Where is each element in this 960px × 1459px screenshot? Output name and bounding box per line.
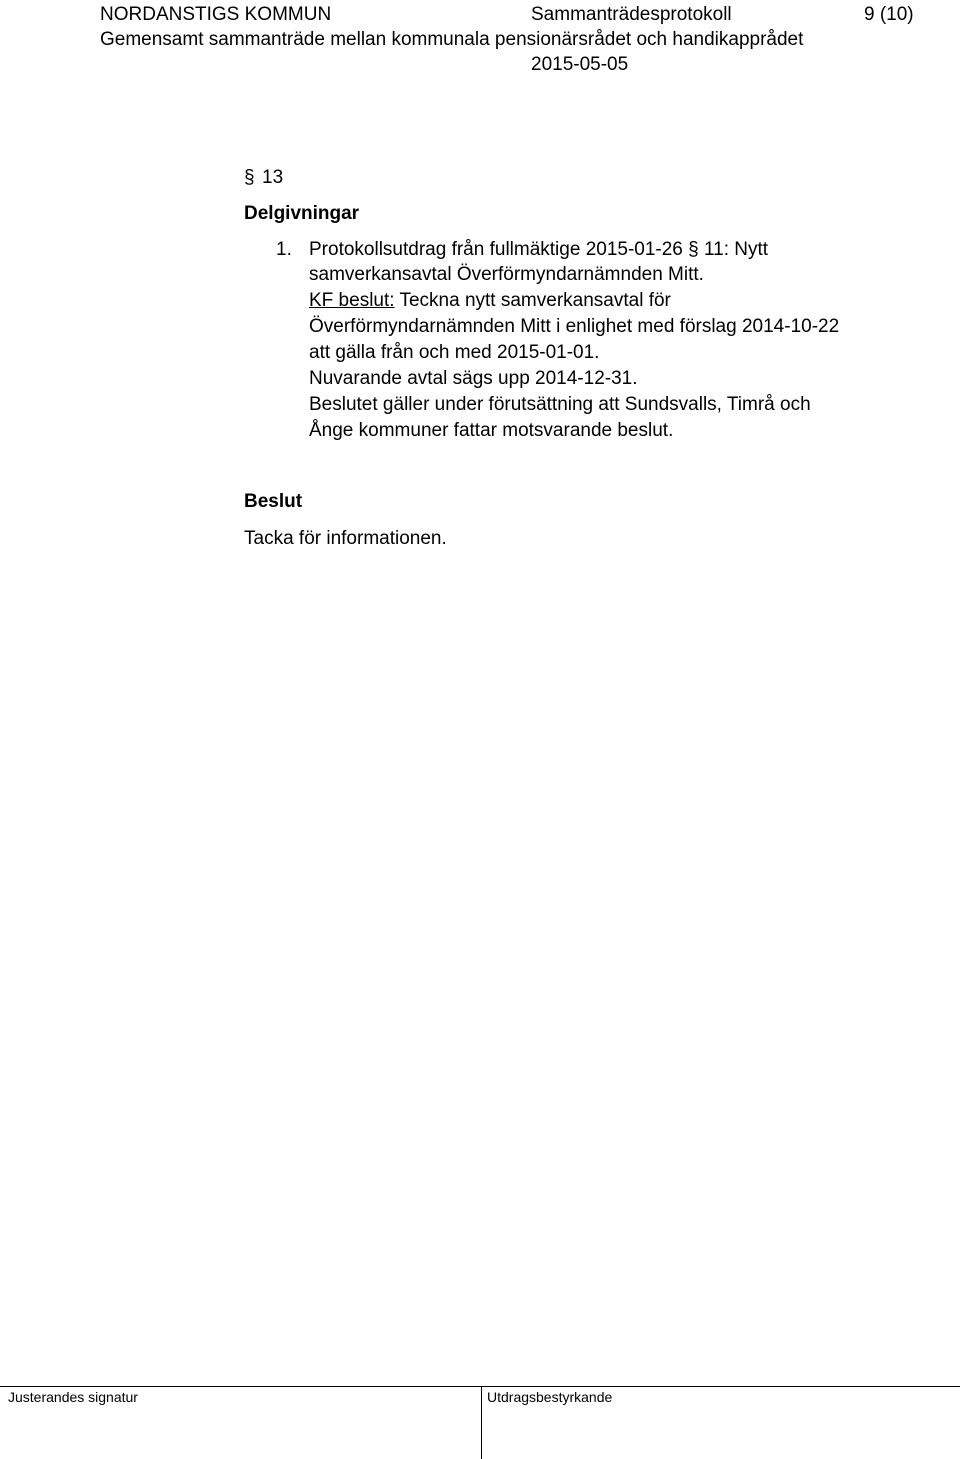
- list-item-line-5: att gälla från och med 2015-01-01.: [309, 342, 600, 363]
- header-meeting-title: Gemensamt sammanträde mellan kommunala pensionärsrådet och handikapprådet: [100, 29, 804, 50]
- decision-heading: Beslut: [244, 491, 303, 512]
- list-item-line-1-text: Protokollsutdrag från fullmäktige 2015-01-26: [309, 239, 689, 260]
- footer-divider: [481, 1386, 482, 1459]
- paragraph-symbol: §: [688, 239, 699, 260]
- header-date: 2015-05-05: [531, 54, 629, 75]
- list-item-line-1: [309, 238, 768, 262]
- footer-signature-label: Justerandes signatur: [8, 1389, 138, 1405]
- footer-certification-label: Utdragsbestyrkande: [487, 1389, 613, 1405]
- list-item-line-3-text: Teckna nytt samverkansavtal för: [394, 290, 671, 311]
- decision-text: Tacka för informationen.: [244, 528, 447, 549]
- list-item-line-3: [309, 288, 929, 314]
- list-item-line-2: samverkansavtal Överförmyndarnämnden Mitt.: [309, 264, 704, 285]
- list-item-number: 1.: [276, 239, 292, 260]
- section-symbol: §: [244, 167, 255, 188]
- kf-beslut-label: KF beslut:: [309, 290, 395, 311]
- list-item-line-6: Nuvarande avtal sägs upp 2014-12-31.: [309, 368, 638, 389]
- footer-rule: [0, 1386, 960, 1387]
- list-item-body: [309, 288, 929, 444]
- header-page-number: 9 (10): [864, 4, 914, 25]
- header-doc-type: Sammanträdesprotokoll: [531, 4, 732, 25]
- list-item-line-4: Överförmyndarnämnden Mitt i enlighet med förslag 2014-10-22: [309, 316, 840, 337]
- list-item-line-8: Ånge kommuner fattar motsvarande beslut.: [309, 420, 674, 441]
- list-item-line-7: Beslutet gäller under förutsättning att Sundsvalls, Timrå och: [309, 394, 811, 415]
- list-item-line-1-tail: 11: Nytt: [698, 239, 769, 260]
- section-title: Delgivningar: [244, 203, 360, 224]
- header-org: NORDANSTIGS KOMMUN: [100, 4, 332, 25]
- section-number: 13: [262, 167, 284, 188]
